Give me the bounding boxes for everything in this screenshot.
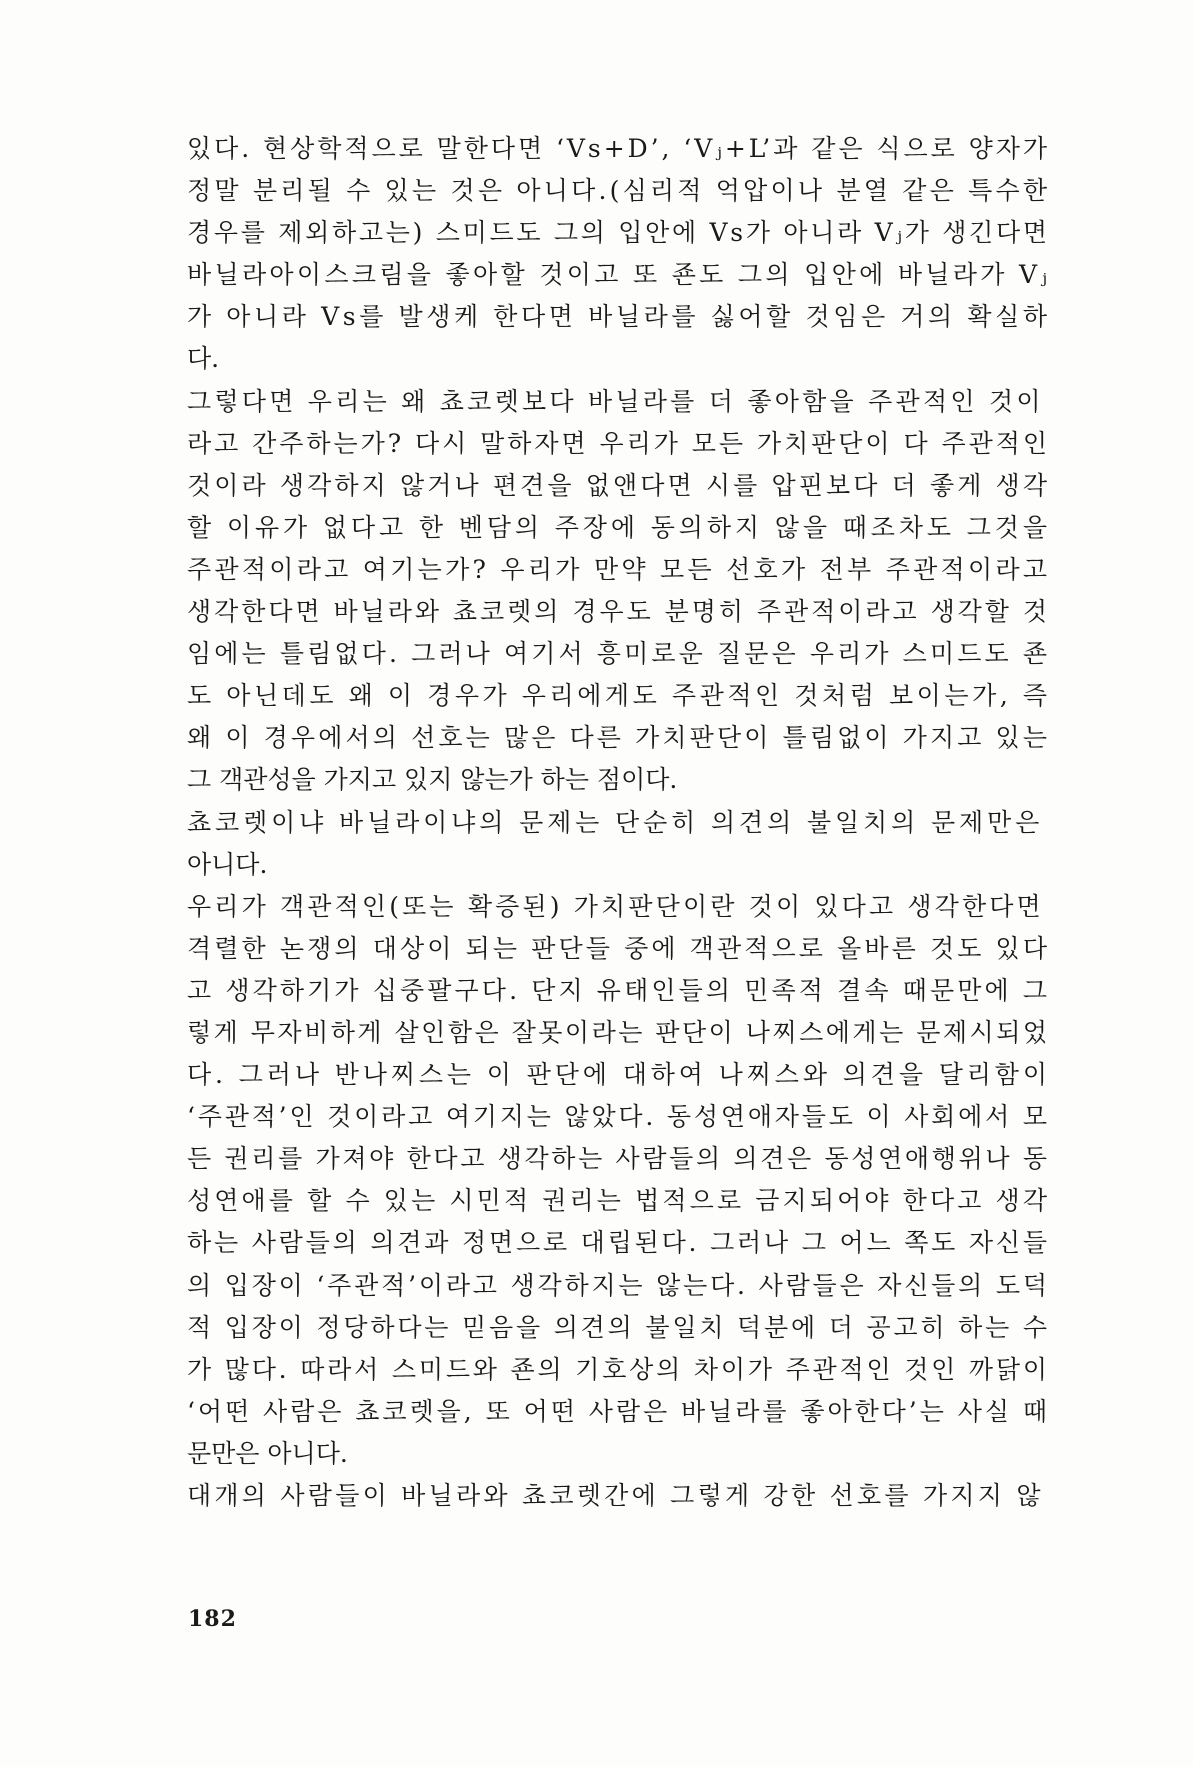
text-line-content: 적 입장이 정당하다는 믿음을 의견의 불일치 덕분에 더 공고히 하는 수: [187, 1312, 1050, 1342]
text-line-content: 할 이유가 없다고 한 벤담의 주장에 동의하지 않을 때조차도 그것을: [187, 512, 1051, 542]
text-line: [187, 1096, 1057, 1138]
text-line-content: 든 권리를 가져야 한다고 생각하는 사람들의 의견은 동성연애행위나 동: [187, 1144, 1050, 1174]
text-line-content: 하는 사람들의 의견과 정면으로 대립된다. 그러나 그 어느 쪽도 자신들: [187, 1228, 1050, 1258]
text-line-content: 있다. 현상학적으로 말한다면 ‘Vs+D’, ‘Vⱼ+L’과 같은 식으로 양자가: [187, 134, 1050, 163]
text-line-content: 그렇다면 우리는 왜 쵸코렛보다 바닐라를 더 좋아함을 주관적인 것이: [187, 386, 1044, 416]
text-line-content: 의 입장이 ‘주관적’이라고 생각하지는 않는다. 사람들은 자신들의 도덕: [187, 1270, 1050, 1300]
body-text: [187, 128, 1057, 1517]
text-line-content: 가 아니라 Vs를 발생케 한다면 바닐라를 싫어할 것임은 거의 확실하: [187, 302, 1051, 332]
text-line-content: ‘어떤 사람은 쵸코렛을, 또 어떤 사람은 바닐라를 좋아한다’는 사실 때: [187, 1396, 1050, 1426]
text-line: [187, 128, 1057, 170]
text-line: [187, 1391, 1057, 1433]
text-line-content: 왜 이 경우에서의 선호는 많은 다른 가치판단이 틀림없이 가지고 있는: [187, 723, 1051, 753]
text-line-content: 다. 그러나 반나찌스는 이 판단에 대하여 나찌스와 의견을 달리함이: [187, 1060, 1051, 1090]
text-line: [187, 1307, 1057, 1349]
text-line: [187, 296, 1057, 338]
text-line-content: 생각한다면 바닐라와 쵸코렛의 경우도 분명히 주관적이라고 생각할 것: [187, 597, 1050, 627]
text-line: [187, 170, 1057, 212]
text-line: [187, 970, 1057, 1012]
text-line-content: 격렬한 논쟁의 대상이 되는 판단들 중에 객관적으로 올바른 것도 있다: [187, 933, 1051, 963]
text-line: [187, 1012, 1057, 1054]
text-line: [187, 886, 1057, 928]
text-line: [187, 465, 1057, 507]
text-line: [187, 675, 1057, 717]
text-line-content: 성연애를 할 수 있는 시민적 권리는 법적으로 금지되어야 한다고 생각: [187, 1186, 1051, 1216]
text-line: [187, 507, 1057, 549]
text-line-content: 그 객관성을 가지고 있지 않는가 하는 점이다.: [187, 765, 678, 795]
text-line: [187, 1265, 1057, 1307]
text-line: [187, 254, 1057, 296]
text-line: [187, 212, 1057, 254]
text-line-content: ‘주관적’인 것이라고 여기지는 않았다. 동성연애자들도 이 사회에서 모: [187, 1102, 1050, 1132]
text-line-content: 우리가 객관적인(또는 확증된) 가치판단이란 것이 있다고 생각한다면: [187, 891, 1044, 921]
text-line: [187, 423, 1057, 465]
text-line-content: 아니다.: [187, 849, 268, 879]
text-line-content: 바닐라아이스크림을 좋아할 것이고 또 죤도 그의 입안에 바닐라가 Vⱼ: [187, 260, 1051, 290]
text-line-content: 경우를 제외하고는) 스미드도 그의 입안에 Vs가 아니라 Vⱼ가 생긴다면: [187, 218, 1050, 248]
text-line-content: 다.: [187, 344, 220, 374]
text-line-content: 가 많다. 따라서 스미드와 죤의 기호상의 차이가 주관적인 것인 까닭이: [187, 1354, 1050, 1384]
text-line: [187, 1054, 1057, 1096]
text-line-content: 정말 분리될 수 있는 것은 아니다.(심리적 억압이나 분열 같은 특수한: [187, 176, 1051, 206]
text-line: [187, 1138, 1057, 1180]
text-line-content: 문만은 아니다.: [187, 1438, 348, 1468]
text-line-content: 도 아닌데도 왜 이 경우가 우리에게도 주관적인 것처럼 보이는가, 즉: [187, 681, 1051, 711]
text-line-content: 대개의 사람들이 바닐라와 쵸코렛간에 그렇게 강한 선호를 가지지 않: [187, 1481, 1044, 1510]
text-line: [187, 591, 1057, 633]
text-line: [187, 759, 1057, 801]
text-line: [187, 844, 1057, 886]
text-line: [187, 928, 1057, 970]
text-line: [187, 802, 1057, 844]
text-line: [187, 1433, 1057, 1475]
text-line-content: 쵸코렛이냐 바닐라이냐의 문제는 단순히 의견의 불일치의 문제만은: [187, 807, 1044, 837]
text-line: [187, 1222, 1057, 1264]
text-line: [187, 549, 1057, 591]
text-line: [187, 1180, 1057, 1222]
text-line-content: 라고 간주하는가? 다시 말하자면 우리가 모든 가치판단이 다 주관적인: [187, 428, 1050, 458]
text-line-content: 렇게 무자비하게 살인함은 잘못이라는 판단이 나찌스에게는 문제시되었: [187, 1017, 1050, 1047]
text-line-content: 고 생각하기가 십중팔구다. 단지 유태인들의 민족적 결속 때문만에 그: [187, 975, 1051, 1005]
page-number: 182: [188, 1606, 237, 1632]
text-line: [187, 717, 1057, 759]
text-line: [187, 1475, 1057, 1517]
text-line: [187, 1349, 1057, 1391]
text-line-content: 것이라 생각하지 않거나 편견을 없앤다면 시를 압핀보다 더 좋게 생각: [187, 470, 1051, 500]
text-line: [187, 633, 1057, 675]
text-line-content: 주관적이라고 여기는가? 우리가 만약 모든 선호가 전부 주관적이라고: [187, 554, 1051, 584]
text-line: [187, 338, 1057, 380]
text-line-content: 임에는 틀림없다. 그러나 여기서 흥미로운 질문은 우리가 스미드도 죤: [187, 639, 1051, 669]
text-line: [187, 381, 1057, 423]
